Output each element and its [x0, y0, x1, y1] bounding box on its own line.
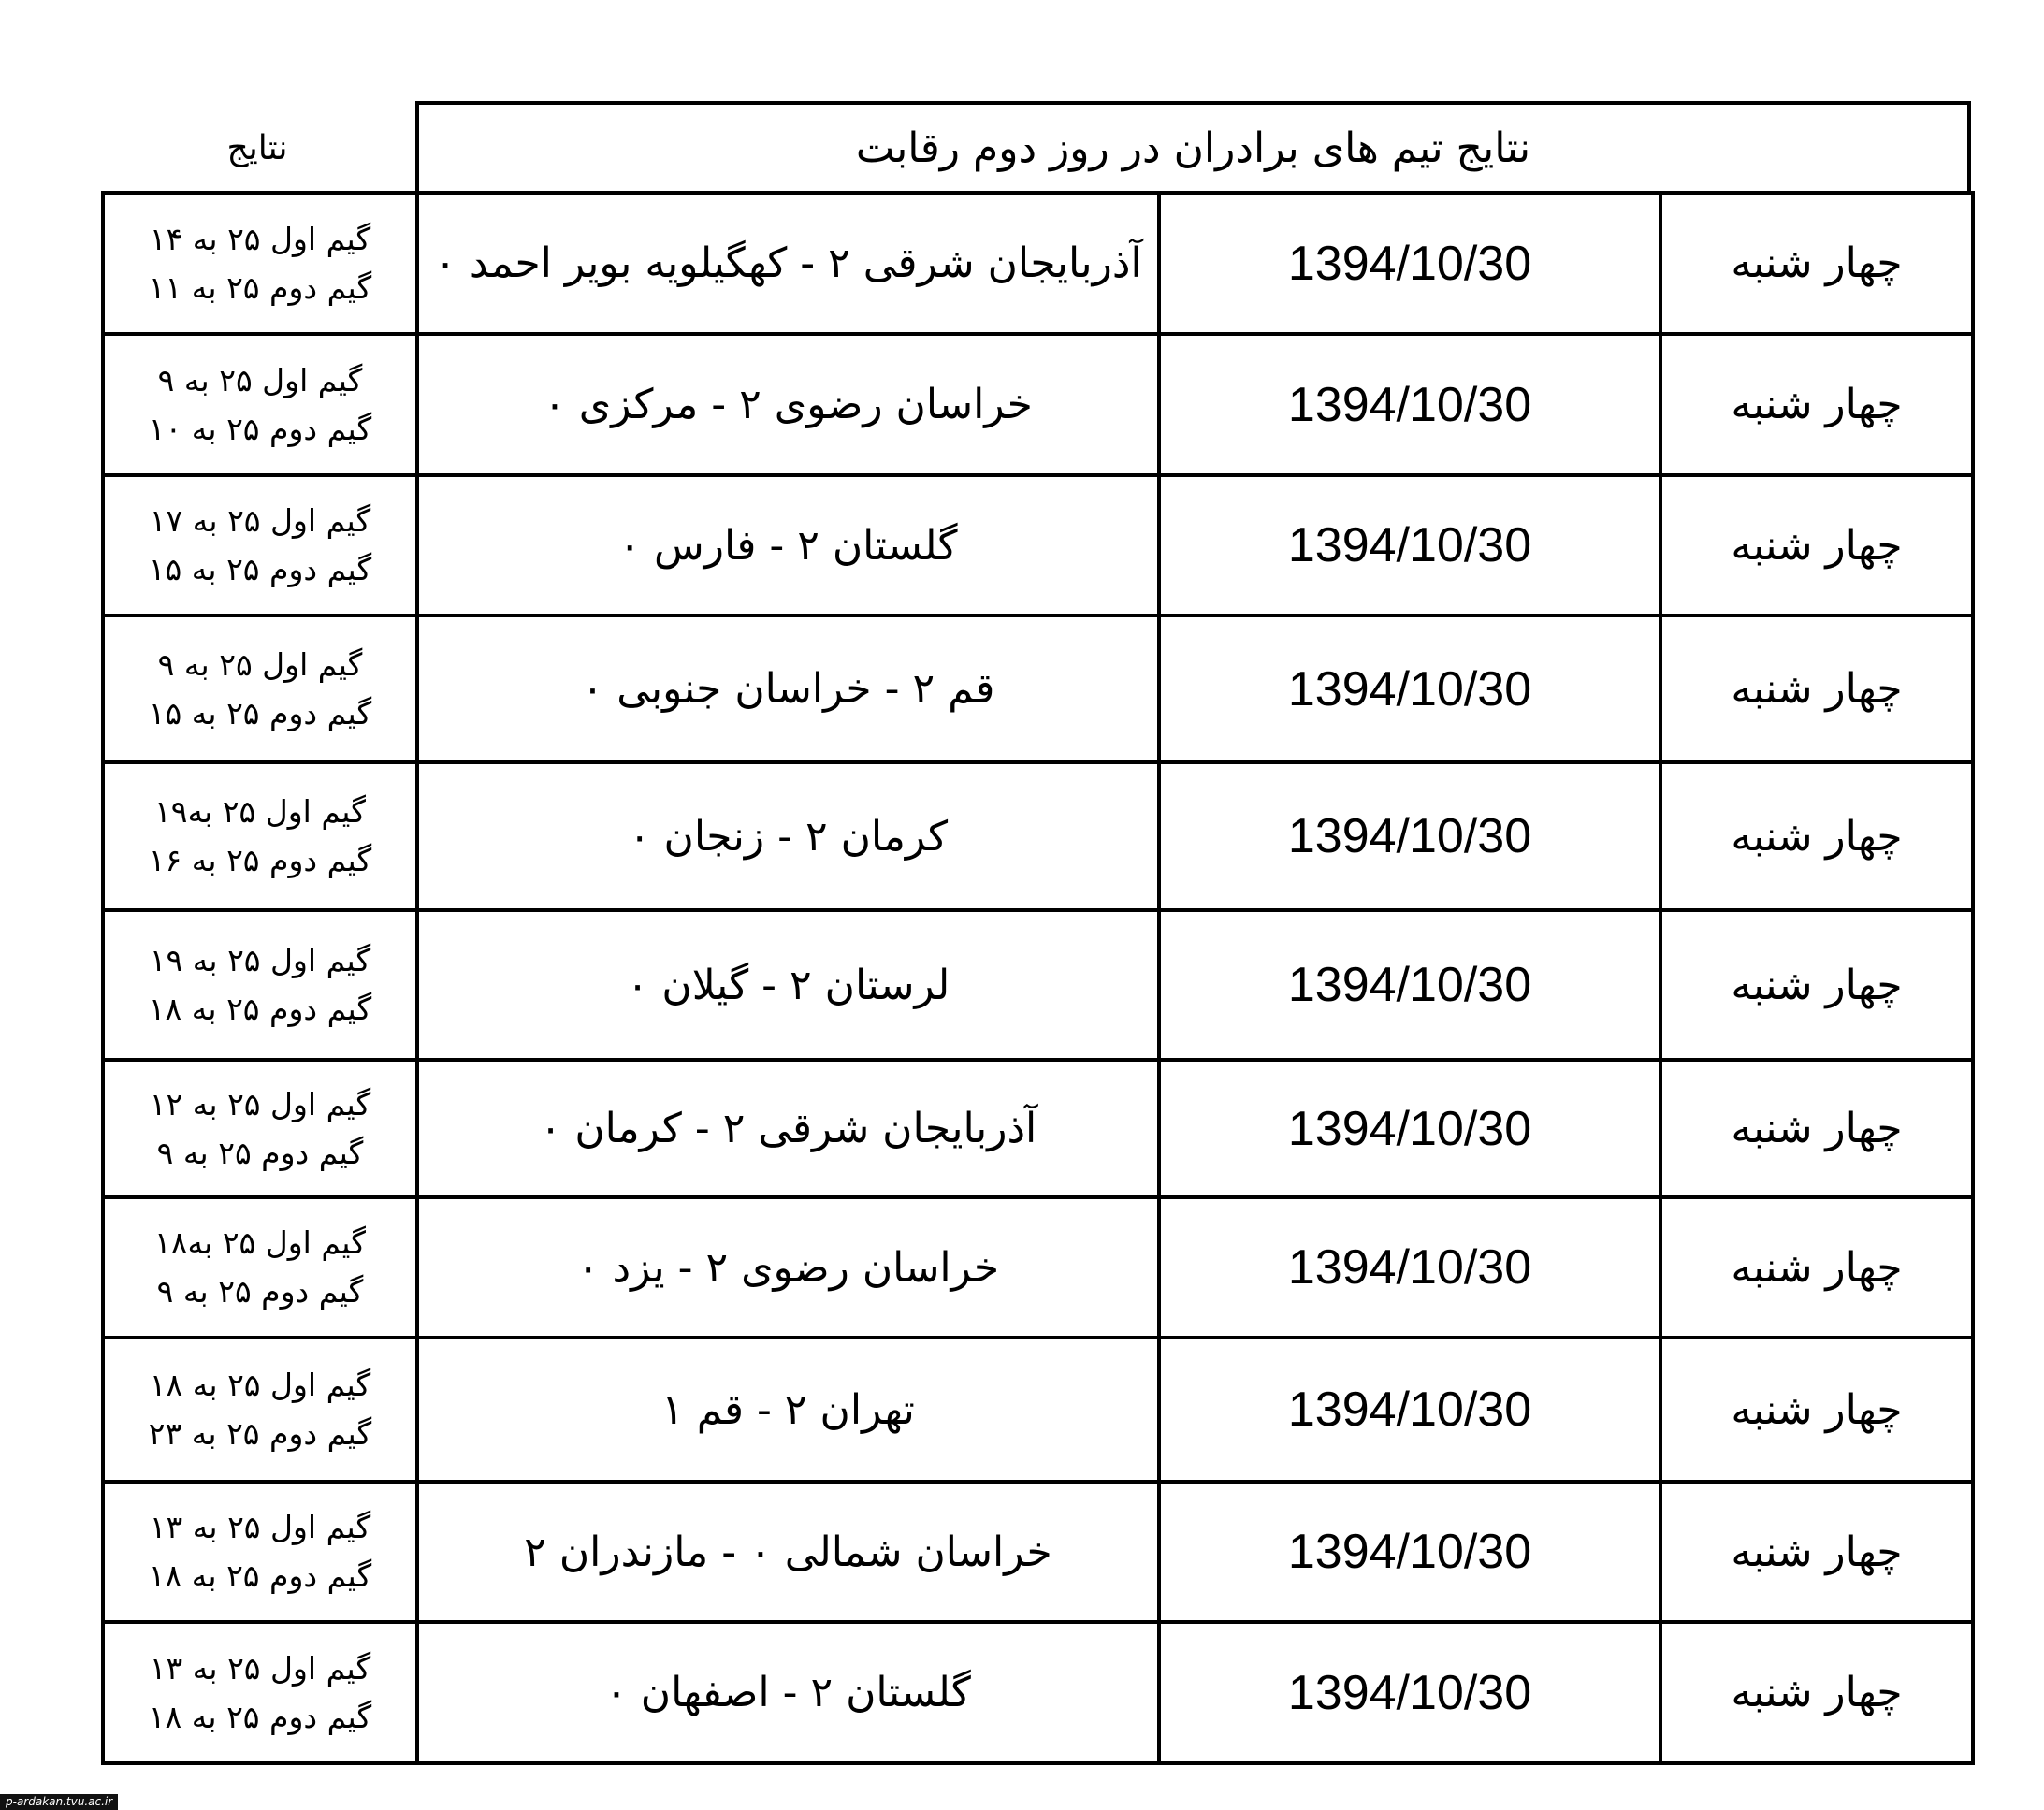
date-cell: 1394/10/30	[1159, 1622, 1660, 1763]
date-cell: 1394/10/30	[1159, 615, 1660, 762]
date-cell: 1394/10/30	[1159, 1338, 1660, 1482]
first-game-score: گیم اول ۲۵ به۱۸	[154, 1224, 366, 1261]
match-cell: لرستان ۲ - گیلان ۰	[417, 910, 1159, 1060]
game-results-cell	[103, 615, 417, 762]
game-results-cell	[103, 475, 417, 615]
second-game-score: گیم دوم ۲۵ به ۱۱	[148, 268, 372, 306]
game-results-cell	[103, 193, 417, 334]
second-game-score: گیم دوم ۲۵ به ۲۳	[148, 1415, 372, 1452]
first-game-score: گیم اول ۲۵ به ۱۲	[149, 1085, 371, 1122]
weekday-cell: چهار شنبه	[1660, 1197, 1973, 1338]
first-game-score: گیم اول ۲۵ به ۱۴	[149, 220, 371, 257]
game-results-cell	[103, 334, 417, 475]
weekday-cell: چهار شنبه	[1660, 1338, 1973, 1482]
date-cell: 1394/10/30	[1159, 193, 1660, 334]
table-row	[103, 1197, 1973, 1338]
weekday-cell: چهار شنبه	[1660, 1622, 1973, 1763]
weekday-cell: چهار شنبه	[1660, 1482, 1973, 1622]
table-row	[103, 615, 1973, 762]
match-cell: آذربایجان شرقی ۲ - کرمان ۰	[417, 1060, 1159, 1197]
match-cell: قم ۲ - خراسان جنوبی ۰	[417, 615, 1159, 762]
second-game-score: گیم دوم ۲۵ به ۹	[156, 1273, 364, 1310]
weekday-cell: چهار شنبه	[1660, 910, 1973, 1060]
first-game-score: گیم اول ۲۵ به ۱۳	[149, 1509, 371, 1545]
date-cell: 1394/10/30	[1159, 475, 1660, 615]
second-game-score: گیم دوم ۲۵ به ۱۰	[148, 410, 372, 447]
match-cell: خراسان رضوی ۲ - مرکزی ۰	[417, 334, 1159, 475]
match-cell: گلستان ۲ - اصفهان ۰	[417, 1622, 1159, 1763]
weekday-cell: چهار شنبه	[1660, 1060, 1973, 1197]
first-game-score: گیم اول ۲۵ به ۱۷	[149, 502, 371, 539]
second-game-score: گیم دوم ۲۵ به ۱۵	[148, 694, 372, 731]
title-header-box	[415, 101, 1971, 191]
first-game-score: گیم اول ۲۵ به ۹	[157, 645, 363, 683]
results-column-header: نتایج	[226, 128, 288, 167]
site-watermark: p-ardakan.tvu.ac.ir	[0, 1794, 118, 1810]
weekday-cell: چهار شنبه	[1660, 334, 1973, 475]
date-cell: 1394/10/30	[1159, 334, 1660, 475]
date-cell: 1394/10/30	[1159, 1482, 1660, 1622]
table-row	[103, 193, 1973, 334]
game-results-cell	[103, 1622, 417, 1763]
table-row	[103, 1622, 1973, 1763]
weekday-cell: چهار شنبه	[1660, 615, 1973, 762]
second-game-score: گیم دوم ۲۵ به ۱۵	[148, 551, 372, 587]
second-game-score: گیم دوم ۲۵ به ۱۸	[148, 1698, 372, 1735]
date-cell: 1394/10/30	[1159, 1060, 1660, 1197]
table-row	[103, 475, 1973, 615]
first-game-score: گیم اول ۲۵ به ۱۸	[149, 1367, 371, 1403]
first-game-score: گیم اول ۲۵ به۱۹	[154, 793, 366, 830]
results-table-body	[103, 193, 1973, 1763]
table-row	[103, 762, 1973, 910]
first-game-score: گیم اول ۲۵ به ۱۳	[149, 1649, 371, 1687]
second-game-score: گیم دوم ۲۵ به ۱۶	[148, 842, 372, 878]
game-results-cell	[103, 1338, 417, 1482]
table-row	[103, 334, 1973, 475]
page-title: نتایج تیم های برادران در روز دوم رقابت	[855, 123, 1531, 172]
results-table	[101, 191, 1975, 1765]
date-cell: 1394/10/30	[1159, 1197, 1660, 1338]
second-game-score: گیم دوم ۲۵ به ۱۸	[148, 991, 372, 1027]
game-results-cell	[103, 1060, 417, 1197]
weekday-cell: چهار شنبه	[1660, 762, 1973, 910]
game-results-cell	[103, 762, 417, 910]
match-cell: آذربایجان شرقی ۲ - کهگیلویه بویر احمد ۰	[417, 193, 1159, 334]
game-results-cell	[103, 910, 417, 1060]
date-cell: 1394/10/30	[1159, 762, 1660, 910]
game-results-cell	[103, 1197, 417, 1338]
game-results-cell	[103, 1482, 417, 1622]
date-cell: 1394/10/30	[1159, 910, 1660, 1060]
match-cell: تهران ۲ - قم ۱	[417, 1338, 1159, 1482]
first-game-score: گیم اول ۲۵ به ۹	[157, 361, 363, 398]
table-row	[103, 1060, 1973, 1197]
weekday-cell: چهار شنبه	[1660, 193, 1973, 334]
second-game-score: گیم دوم ۲۵ به ۹	[156, 1134, 364, 1171]
weekday-cell: چهار شنبه	[1660, 475, 1973, 615]
match-cell: خراسان شمالی ۰ - مازندران ۲	[417, 1482, 1159, 1622]
match-cell: خراسان رضوی ۲ - یزد ۰	[417, 1197, 1159, 1338]
table-row	[103, 910, 1973, 1060]
table-row	[103, 1482, 1973, 1622]
match-cell: گلستان ۲ - فارس ۰	[417, 475, 1159, 615]
first-game-score: گیم اول ۲۵ به ۱۹	[149, 942, 371, 978]
second-game-score: گیم دوم ۲۵ به ۱۸	[148, 1557, 372, 1594]
match-cell: کرمان ۲ - زنجان ۰	[417, 762, 1159, 910]
table-row	[103, 1338, 1973, 1482]
